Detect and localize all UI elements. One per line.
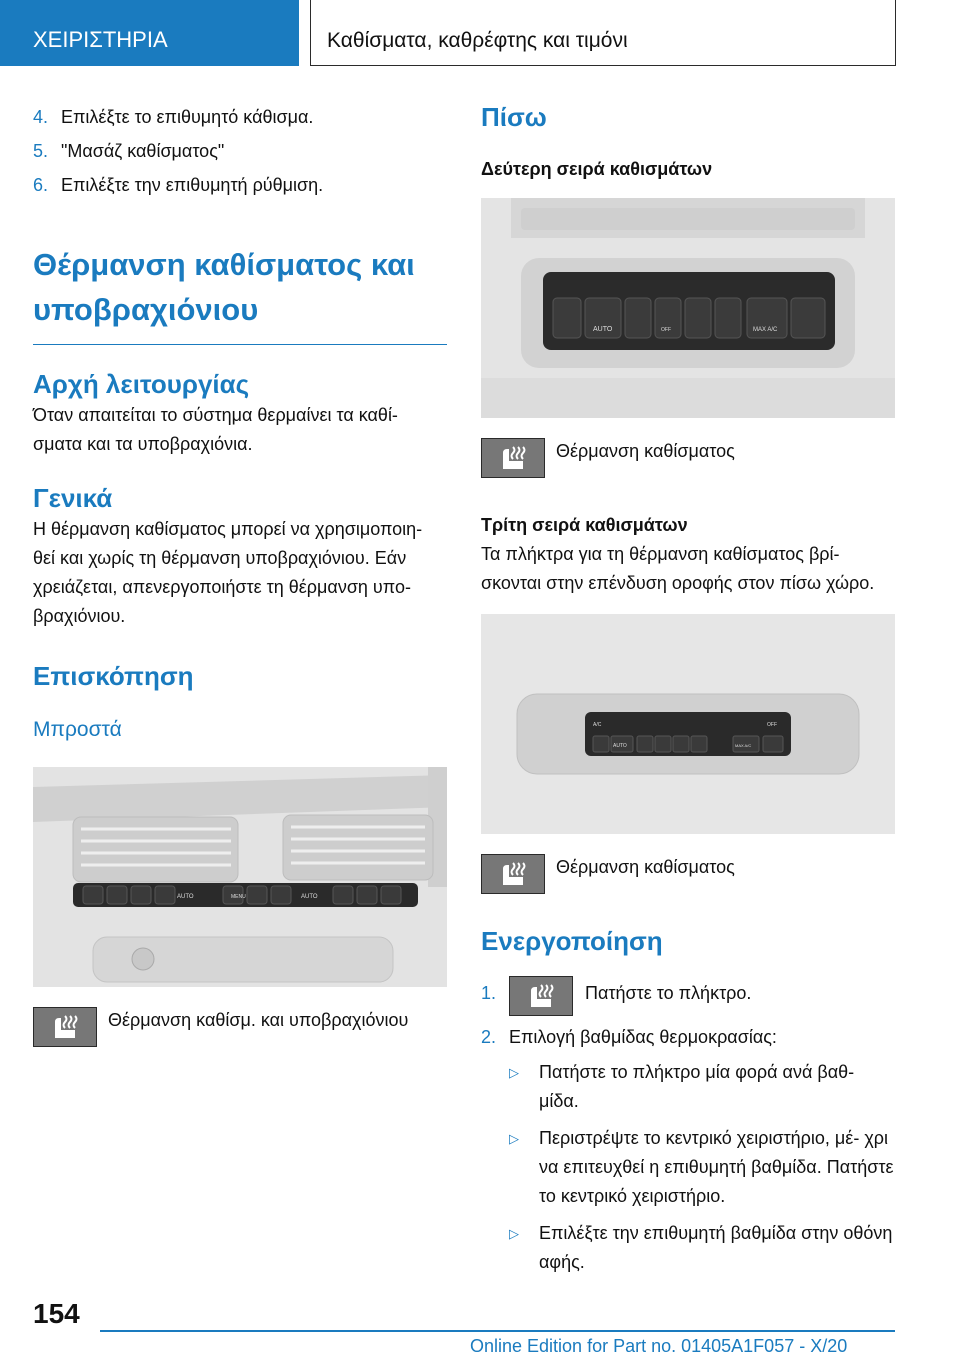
main-heading: Θέρμανση καθίσματος και υποβραχιόνιου [33, 242, 447, 345]
seat-heating-icon [509, 976, 573, 1016]
list-item [509, 1124, 895, 1211]
panel-label: MAX A/C [753, 327, 778, 333]
seat-heating-icon [481, 854, 545, 894]
step-number: 2. [481, 1027, 497, 1047]
bullet-text: Επιλέξτε την επιθυμητή βαθμίδα στην οθόνη αφής. [539, 1223, 893, 1272]
footer-divider [100, 1330, 895, 1332]
third-row-photo [481, 614, 895, 834]
step-text: Επιλέξτε το επιθυμητό κάθισμα. [61, 107, 314, 127]
panel-label: AUTO [613, 743, 627, 749]
temperature-options [509, 1058, 895, 1277]
step-text: Πατήστε το πλήκτρο. [585, 983, 752, 1003]
activation-heading: Ενεργοποίηση [481, 926, 663, 956]
front-dashboard-illustration [33, 767, 447, 987]
section-tab: ΧΕΙΡΙΣΤΗΡΙΑ [0, 0, 299, 66]
edition-note: Online Edition for Part no. 01405A1F057 - X/20 [470, 1336, 848, 1356]
third-row-heading: Τρίτη σειρά καθισμάτων [481, 515, 688, 535]
step-number: 5. [33, 141, 49, 161]
panel-label: MENU [231, 894, 246, 900]
triangle-bullet-icon: ▷ [509, 1226, 519, 1241]
second-row-illustration [481, 198, 895, 418]
page-number: 154 [33, 1298, 80, 1329]
step-text: "Μασάζ καθίσματος" [61, 141, 225, 161]
third-row-text: Τα πλήκτρα για τη θέρμανση καθίσματος βρί- σκονται στην επένδυση οροφής στον πίσω χώρο. [481, 544, 875, 593]
list-item [33, 168, 447, 202]
list-item [481, 976, 895, 1016]
list-item [509, 1058, 895, 1116]
panel-label: OFF [767, 722, 777, 728]
panel-label: AUTO [177, 894, 194, 900]
third-row-illustration [481, 614, 895, 834]
chapter-title: Καθίσματα, καθρέφτης και τιμόνι [310, 0, 896, 66]
front-dashboard-photo [33, 767, 447, 987]
panel-label: MAX A/C [735, 743, 752, 748]
bullet-text: Πατήστε το πλήκτρο μία φορά ανά βαθ- μίδα. [539, 1062, 855, 1111]
triangle-bullet-icon: ▷ [509, 1131, 519, 1146]
panel-label: OFF [661, 327, 671, 333]
second-row-heading: Δεύτερη σειρά καθισμάτων [481, 159, 713, 179]
second-row-caption [481, 438, 895, 478]
activation-steps [481, 976, 895, 1054]
bullet-text: Περιστρέψτε το κεντρικό χειριστήριο, μέ- χρι να επιτευχθεί η επιθυμητή βαθμίδα. Πατήστε το κεντρικό χειριστήριο. [539, 1128, 894, 1206]
right-column [481, 100, 895, 1277]
second-row-photo [481, 198, 895, 418]
principle-heading: Αρχή λειτουργίας [33, 369, 250, 399]
rear-heading: Πίσω [481, 102, 547, 132]
front-caption [33, 1007, 447, 1047]
list-item [509, 1219, 895, 1277]
step-number: 6. [33, 175, 49, 195]
seat-heating-icon [481, 438, 545, 478]
step-text: Επιλογή βαθμίδας θερμοκρασίας: [509, 1027, 777, 1047]
front-heading: Μπροστά [33, 718, 122, 741]
list-item [481, 1020, 895, 1054]
step-number: 1. [481, 983, 497, 1003]
panel-label: A/C [593, 722, 602, 728]
principle-text: Όταν απαιτείται το σύστημα θερμαίνει τα καθί- σματα και τα υποβραχιόνια. [33, 405, 398, 454]
triangle-bullet-icon: ▷ [509, 1065, 519, 1080]
overview-heading: Επισκόπηση [33, 661, 194, 691]
list-item [33, 134, 447, 168]
general-heading: Γενικά [33, 483, 113, 513]
caption-text: Θέρμανση καθίσμ. και υποβραχιόνιου [108, 1010, 409, 1030]
panel-label: AUTO [301, 894, 318, 900]
seat-heating-icon [33, 1007, 97, 1047]
steps-list [33, 100, 447, 202]
step-text: Επιλέξτε την επιθυμητή ρύθμιση. [61, 175, 324, 195]
general-text: Η θέρμανση καθίσματος μπορεί να χρησιμοποιη- θεί και χωρίς τη θέρμανση υποβραχιόνιου. Εάν χρειάζεται, απενεργοποιήστε τη θέρμανση υπο- βραχιόνιου. [33, 519, 423, 626]
caption-text: Θέρμανση καθίσματος [556, 857, 735, 877]
caption-text: Θέρμανση καθίσματος [556, 441, 735, 461]
left-column [33, 100, 447, 1047]
list-item [33, 100, 447, 134]
step-number: 4. [33, 107, 49, 127]
third-row-caption [481, 854, 895, 894]
panel-label: AUTO [593, 326, 613, 333]
